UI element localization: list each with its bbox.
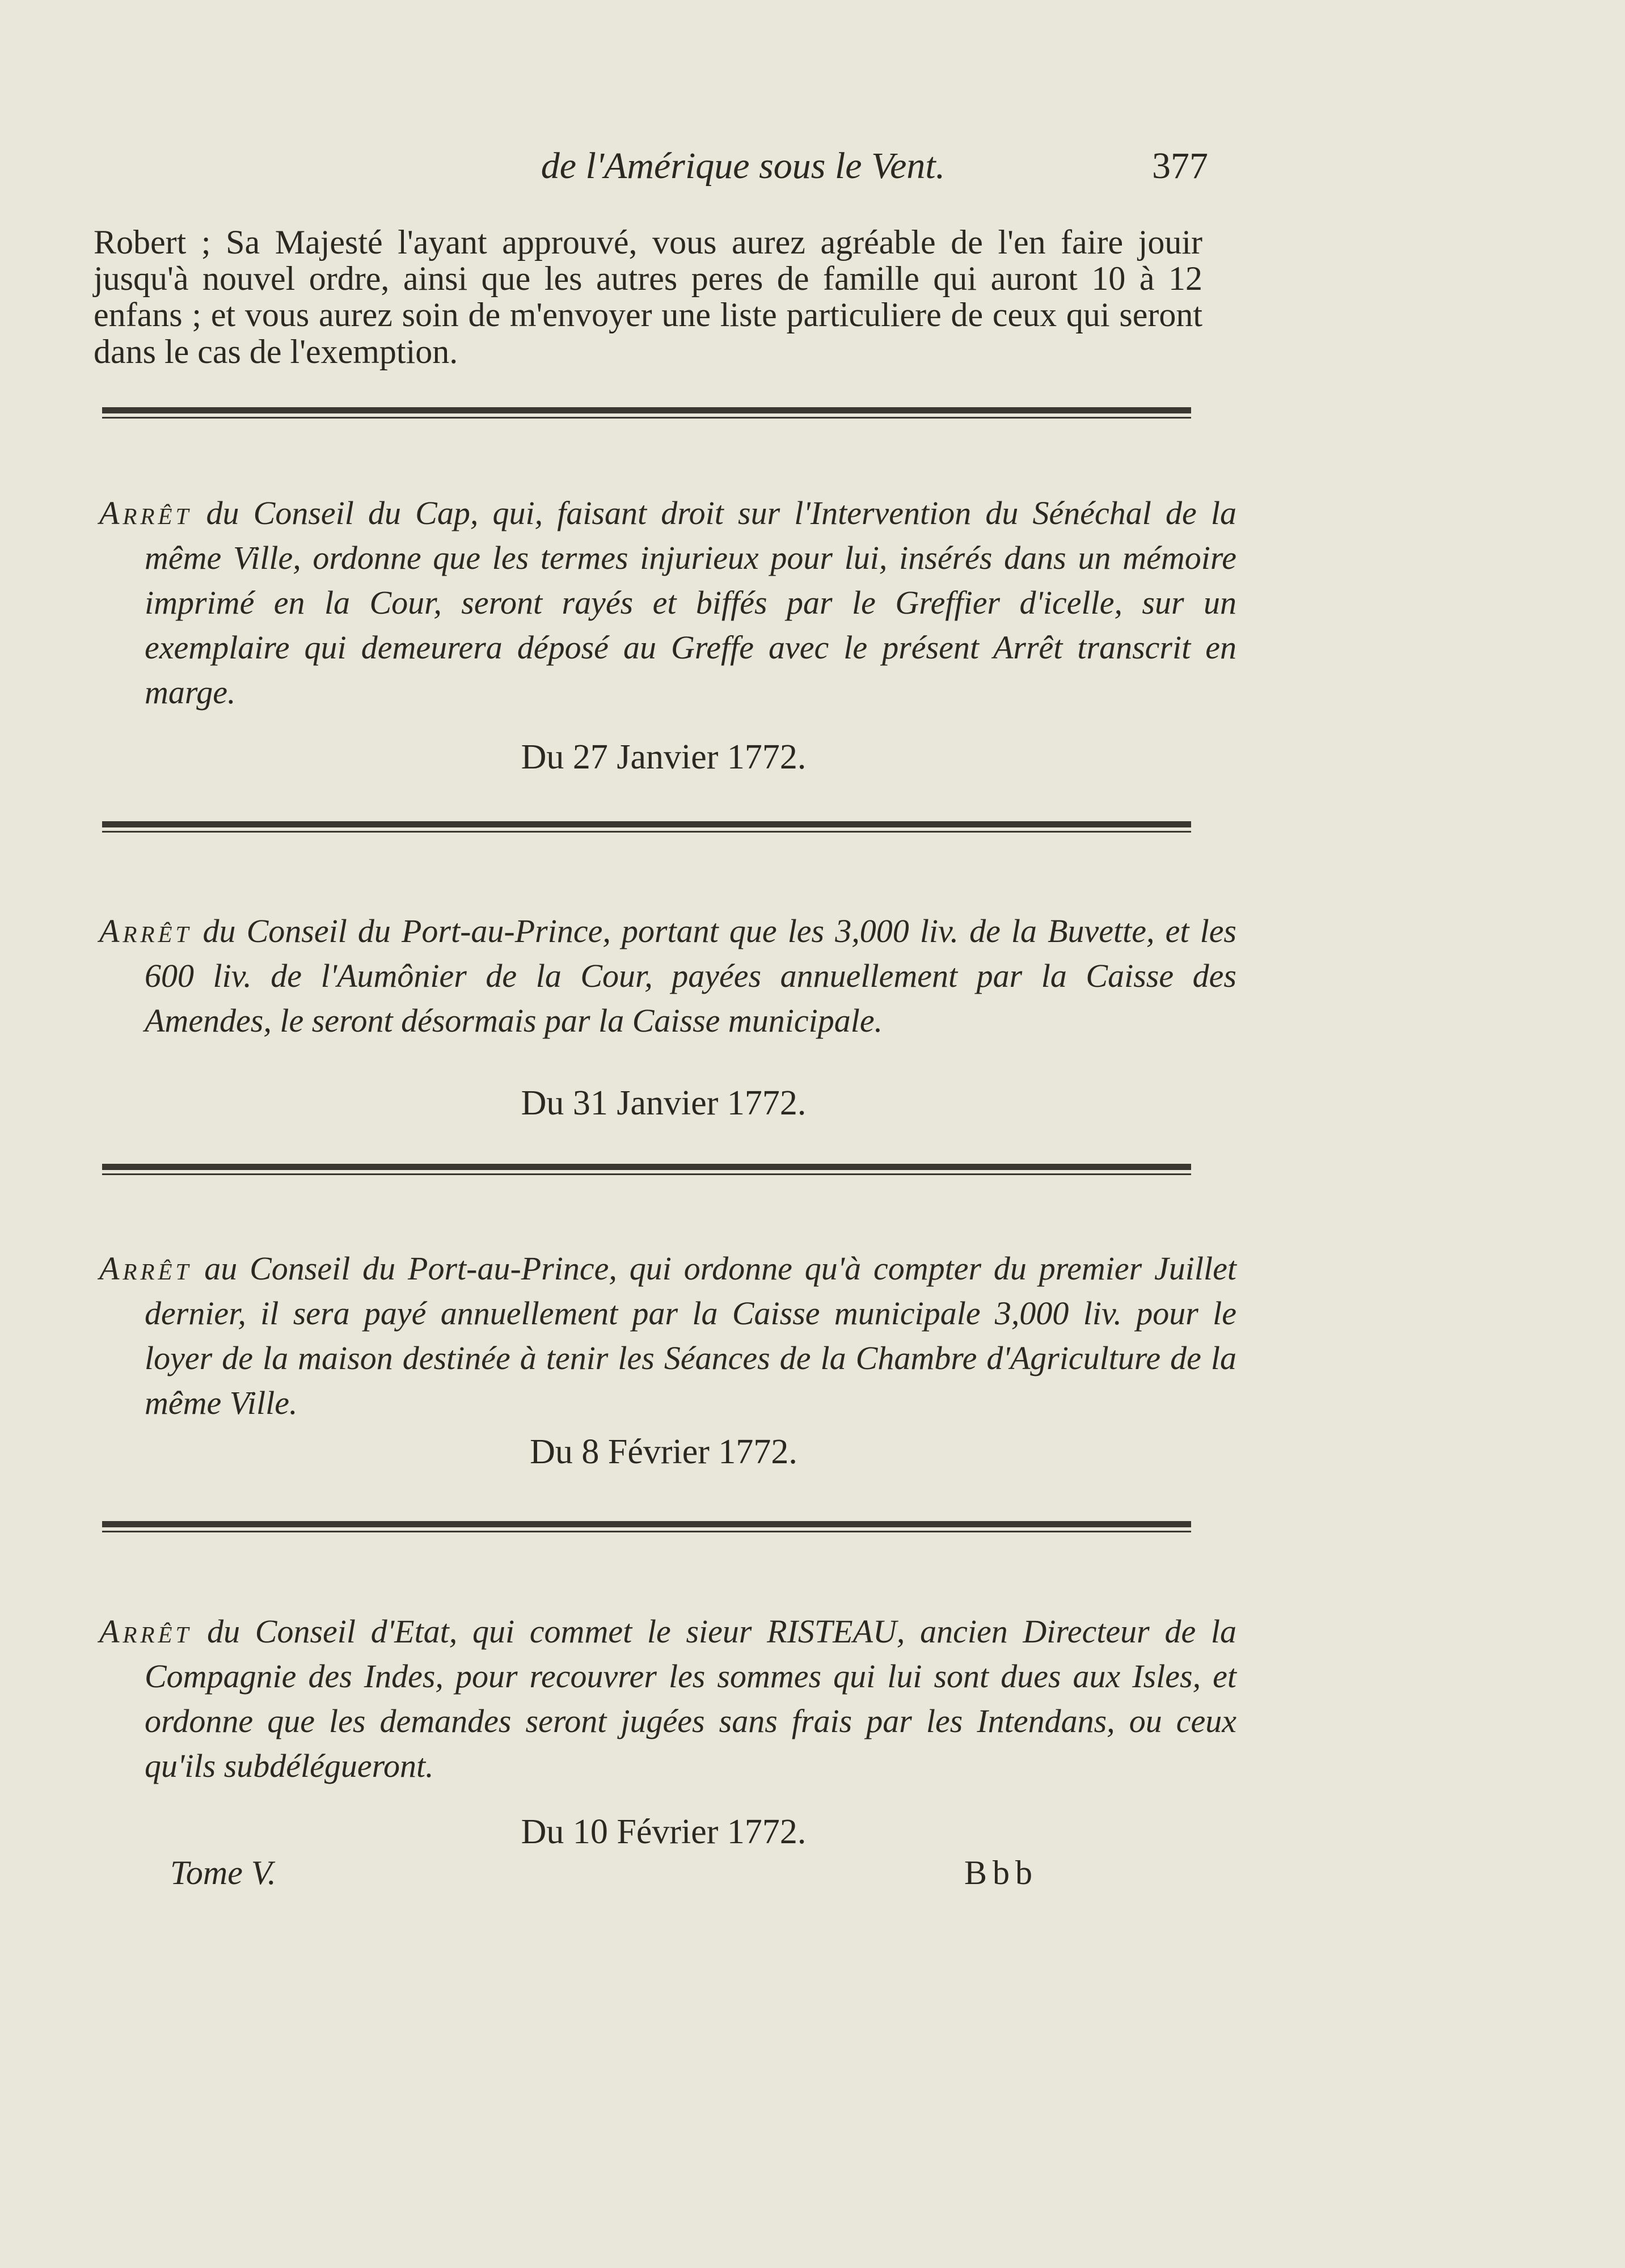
entry-date: Du 31 Janvier 1772. [521,1084,807,1122]
entry-lead: Arrêt [99,495,192,531]
entry-date: Du 10 Février 1772. [521,1813,807,1851]
section-rule [102,407,1191,420]
continuation-paragraph: Robert ; Sa Majesté l'ayant approuvé, vous aurez agréable de l'en faire jouir jusqu'à nouvel ordre, ainsi que les autres peres de famille qui auront 10 à 12 enfans ; et vous aurez soin de m'envoyer une liste particuliere de ceux qui seront dans le cas de l'exemption. [94,223,1202,370]
entry-text: du Conseil du Cap, qui, faisant droit sur l'Intervention du Sénéchal de la même Ville, ordonne que les termes injurieux pour lui, insérés dans un mémoire imprimé en la Cour, seront rayés et biffés par le Greffier d'icelle, sur un exemplaire qui demeurera déposé au Greffe avec le présent Arrêt transcrit en marge. [145,495,1236,711]
tome-label: Tome V. [170,1854,276,1891]
entry-text: du Conseil du Port-au-Prince, portant que les 3,000 liv. de la Buvette, et les 600 liv. de l'Aumônier de la Cour, payées annuellement par la Caisse des Amendes, le seront désormais par la Caisse municipale. [145,913,1237,1039]
signature-mark: Bbb [964,1854,1039,1891]
entry-text: au Conseil du Port-au-Prince, qui ordonne qu'à compter du premier Juillet dernier, il sera payé annuellement par la Caisse municipale 3,000 liv. pour le loyer de la maison destinée à tenir les Séances de la Chambre d'Agriculture de la même Ville. [145,1250,1237,1421]
entry-arret-4 [99,1610,1236,1789]
section-rule [102,821,1191,834]
section-rule [102,1164,1191,1176]
entry-lead: Arrêt [99,913,192,949]
entry-arret-1 [99,491,1236,715]
entry-date: Du 27 Janvier 1772. [521,738,807,776]
running-head: de l'Amérique sous le Vent. [541,145,946,187]
page-number: 377 [1152,145,1208,187]
entry-arret-2 [99,909,1236,1044]
entry-date: Du 8 Février 1772. [530,1433,797,1471]
entry-lead: Arrêt [99,1613,192,1650]
entry-text: du Conseil d'Etat, qui commet le sieur RISTEAU, ancien Directeur de la Compagnie des Indes, pour recouvrer les sommes qui lui sont dues aux Isles, et ordonne que les demandes seront jugées sans frais par les Intendans, ou ceux qu'ils subdélégueront. [145,1613,1237,1784]
section-rule [102,1521,1191,1534]
entry-lead: Arrêt [99,1250,192,1287]
entry-arret-3 [99,1247,1236,1426]
